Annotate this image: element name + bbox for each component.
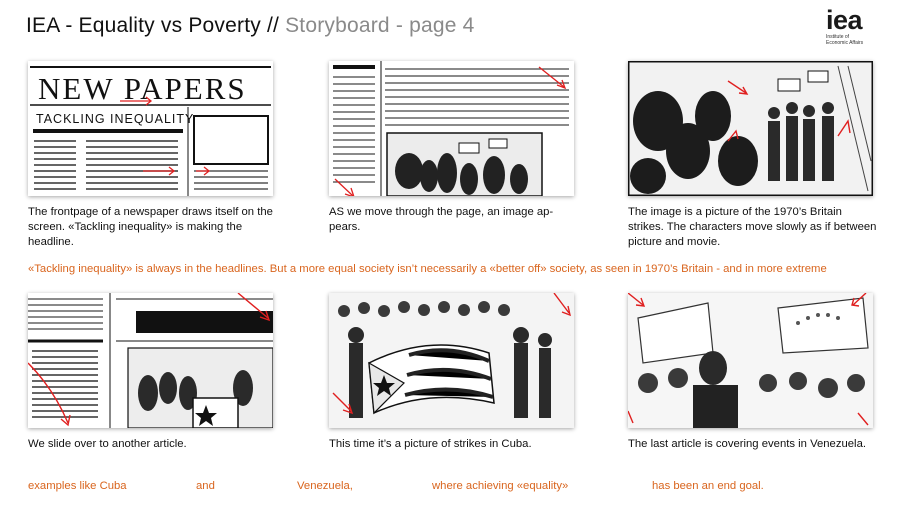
caption-4: We slide over to another article. [28,438,187,450]
masthead-text: NEW PAPERS [38,71,247,106]
narration-word-2: and [196,480,215,492]
caption-1: The frontpage of a newspaper draws itself on the screen. «Tackling inequality» is making the headline. [28,206,273,248]
logo-line2: Economic Affairs [826,40,864,46]
page-title [26,14,475,38]
iea-logo [826,6,876,56]
another-article-sketch [28,293,273,428]
headline-text: TACKLING INEQUALITY [36,112,195,126]
logo-line1: Institute of [826,34,850,40]
storyboard-panel-1 [28,61,273,196]
caption-6: The last article is covering events in Venezuela. [628,438,866,450]
title-main: IEA - Equality vs Poverty // [26,14,280,37]
narration-line-1: «Tackling inequality» is always in the headlines. But a more equal society isn’t necessarily a «better off» society, as seen in 1970’s Britain - and in more extreme [28,263,827,275]
title-sub: Storyboard - page 4 [285,14,475,37]
storyboard-panel-3 [628,61,873,196]
storyboard-panel-2 [329,61,574,196]
narration-word-3: Venezuela, [297,480,353,492]
caption-5: This time it’s a picture of strikes in Cuba. [329,438,532,450]
caption-2: AS we move through the page, an image ap-pears. [329,206,554,233]
britain-strikes-sketch [628,61,873,196]
storyboard-panel-4 [28,293,273,428]
venezuela-events-sketch [628,293,873,428]
logo-mark: iea [826,5,863,35]
narration-word-4: where achieving «equality» [432,480,569,492]
newspaper-front-sketch [28,61,273,196]
narration-word-5: has been an end goal. [652,480,764,492]
cuba-strikes-sketch [329,293,574,428]
narration-word-1: examples like Cuba [28,480,127,492]
storyboard-panel-5 [329,293,574,428]
caption-3: The image is a picture of the 1970’s Britain strikes. The characters move slowly as if between picture and movie. [628,206,877,248]
storyboard-panel-6 [628,293,873,428]
page-scroll-sketch [329,61,574,196]
